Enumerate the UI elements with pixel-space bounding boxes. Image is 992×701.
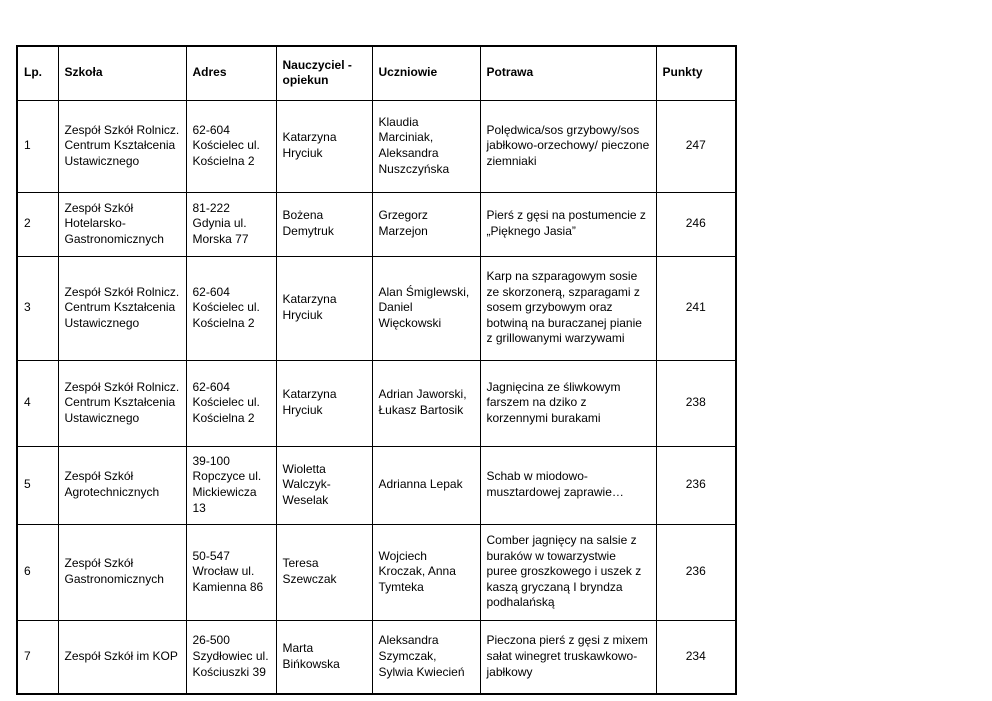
cell-school: Zespół Szkół im KOP xyxy=(58,620,186,694)
header-dish: Potrawa xyxy=(480,46,656,100)
cell-address: 62-604 Kościelec ul. Kościelna 2 xyxy=(186,360,276,446)
cell-lp: 7 xyxy=(17,620,58,694)
cell-school: Zespół Szkół Rolnicz. Centrum Kształcenia Ustawicznego xyxy=(58,360,186,446)
table-row xyxy=(17,524,736,620)
header-school: Szkoła xyxy=(58,46,186,100)
header-students: Uczniowie xyxy=(372,46,480,100)
cell-points: 234 xyxy=(656,620,736,694)
cell-teacher: Bożena Demytruk xyxy=(276,192,372,256)
cell-school: Zespół Szkół Rolnicz. Centrum Kształcenia Ustawicznego xyxy=(58,100,186,192)
header-lp: Lp. xyxy=(17,46,58,100)
cell-dish: Polędwica/sos grzybowy/sos jabłkowo-orzechowy/ pieczone ziemniaki xyxy=(480,100,656,192)
cell-points: 236 xyxy=(656,446,736,524)
cell-lp: 5 xyxy=(17,446,58,524)
cell-dish: Jagnięcina ze śliwkowym farszem na dziko z korzennymi burakami xyxy=(480,360,656,446)
cell-points: 238 xyxy=(656,360,736,446)
cell-teacher: Katarzyna Hryciuk xyxy=(276,360,372,446)
cell-lp: 4 xyxy=(17,360,58,446)
table-row xyxy=(17,192,736,256)
cell-address: 81-222 Gdynia ul. Morska 77 xyxy=(186,192,276,256)
cell-students: Adrianna Lepak xyxy=(372,446,480,524)
cell-teacher: Teresa Szewczak xyxy=(276,524,372,620)
table-row xyxy=(17,446,736,524)
cell-lp: 6 xyxy=(17,524,58,620)
cell-teacher: Katarzyna Hryciuk xyxy=(276,100,372,192)
cell-dish: Pieczona pierś z gęsi z mixem sałat winegret truskawkowo- jabłkowy xyxy=(480,620,656,694)
cell-address: 50-547 Wrocław ul. Kamienna 86 xyxy=(186,524,276,620)
table-row xyxy=(17,100,736,192)
cell-points: 247 xyxy=(656,100,736,192)
cell-teacher: Wioletta Walczyk-Weselak xyxy=(276,446,372,524)
cell-address: 26-500 Szydłowiec ul. Kościuszki 39 xyxy=(186,620,276,694)
cell-students: Adrian Jaworski, Łukasz Bartosik xyxy=(372,360,480,446)
cell-students: Grzegorz Marzejon xyxy=(372,192,480,256)
cell-dish: Karp na szparagowym sosie ze skorzonerą, szparagami z sosem grzybowym oraz botwiną na buraczanej pianie z grillowanymi warzywami xyxy=(480,256,656,360)
cell-school: Zespół Szkół Hotelarsko-Gastronomicznych xyxy=(58,192,186,256)
cell-students: Wojciech Kroczak, Anna Tymteka xyxy=(372,524,480,620)
table-row xyxy=(17,360,736,446)
cell-lp: 1 xyxy=(17,100,58,192)
cell-students: Klaudia Marciniak, Aleksandra Nuszczyńska xyxy=(372,100,480,192)
cell-lp: 2 xyxy=(17,192,58,256)
cell-school: Zespół Szkół Agrotechnicznych xyxy=(58,446,186,524)
cell-address: 62-604 Kościelec ul. Kościelna 2 xyxy=(186,256,276,360)
results-table xyxy=(16,45,737,695)
cell-school: Zespół Szkół Rolnicz. Centrum Kształcenia Ustawicznego xyxy=(58,256,186,360)
cell-lp: 3 xyxy=(17,256,58,360)
header-address: Adres xyxy=(186,46,276,100)
table-header-row xyxy=(17,46,736,100)
cell-students: Aleksandra Szymczak, Sylwia Kwiecień xyxy=(372,620,480,694)
header-teacher: Nauczyciel - opiekun xyxy=(276,46,372,100)
table-row xyxy=(17,620,736,694)
cell-points: 241 xyxy=(656,256,736,360)
cell-dish: Schab w miodowo-musztardowej zaprawie… xyxy=(480,446,656,524)
cell-address: 62-604 Kościelec ul. Kościelna 2 xyxy=(186,100,276,192)
header-points: Punkty xyxy=(656,46,736,100)
cell-dish: Pierś z gęsi na postumencie z „Pięknego Jasia” xyxy=(480,192,656,256)
cell-teacher: Marta Bińkowska xyxy=(276,620,372,694)
cell-dish: Comber jagnięcy na salsie z buraków w towarzystwie puree groszkowego i uszek z kaszą gryczaną I bryndza podhalańską xyxy=(480,524,656,620)
cell-points: 246 xyxy=(656,192,736,256)
cell-teacher: Katarzyna Hryciuk xyxy=(276,256,372,360)
cell-address: 39-100 Ropczyce ul. Mickiewicza 13 xyxy=(186,446,276,524)
table-row xyxy=(17,256,736,360)
cell-school: Zespół Szkół Gastronomicznych xyxy=(58,524,186,620)
cell-points: 236 xyxy=(656,524,736,620)
cell-students: Alan Śmiglewski, Daniel Więckowski xyxy=(372,256,480,360)
